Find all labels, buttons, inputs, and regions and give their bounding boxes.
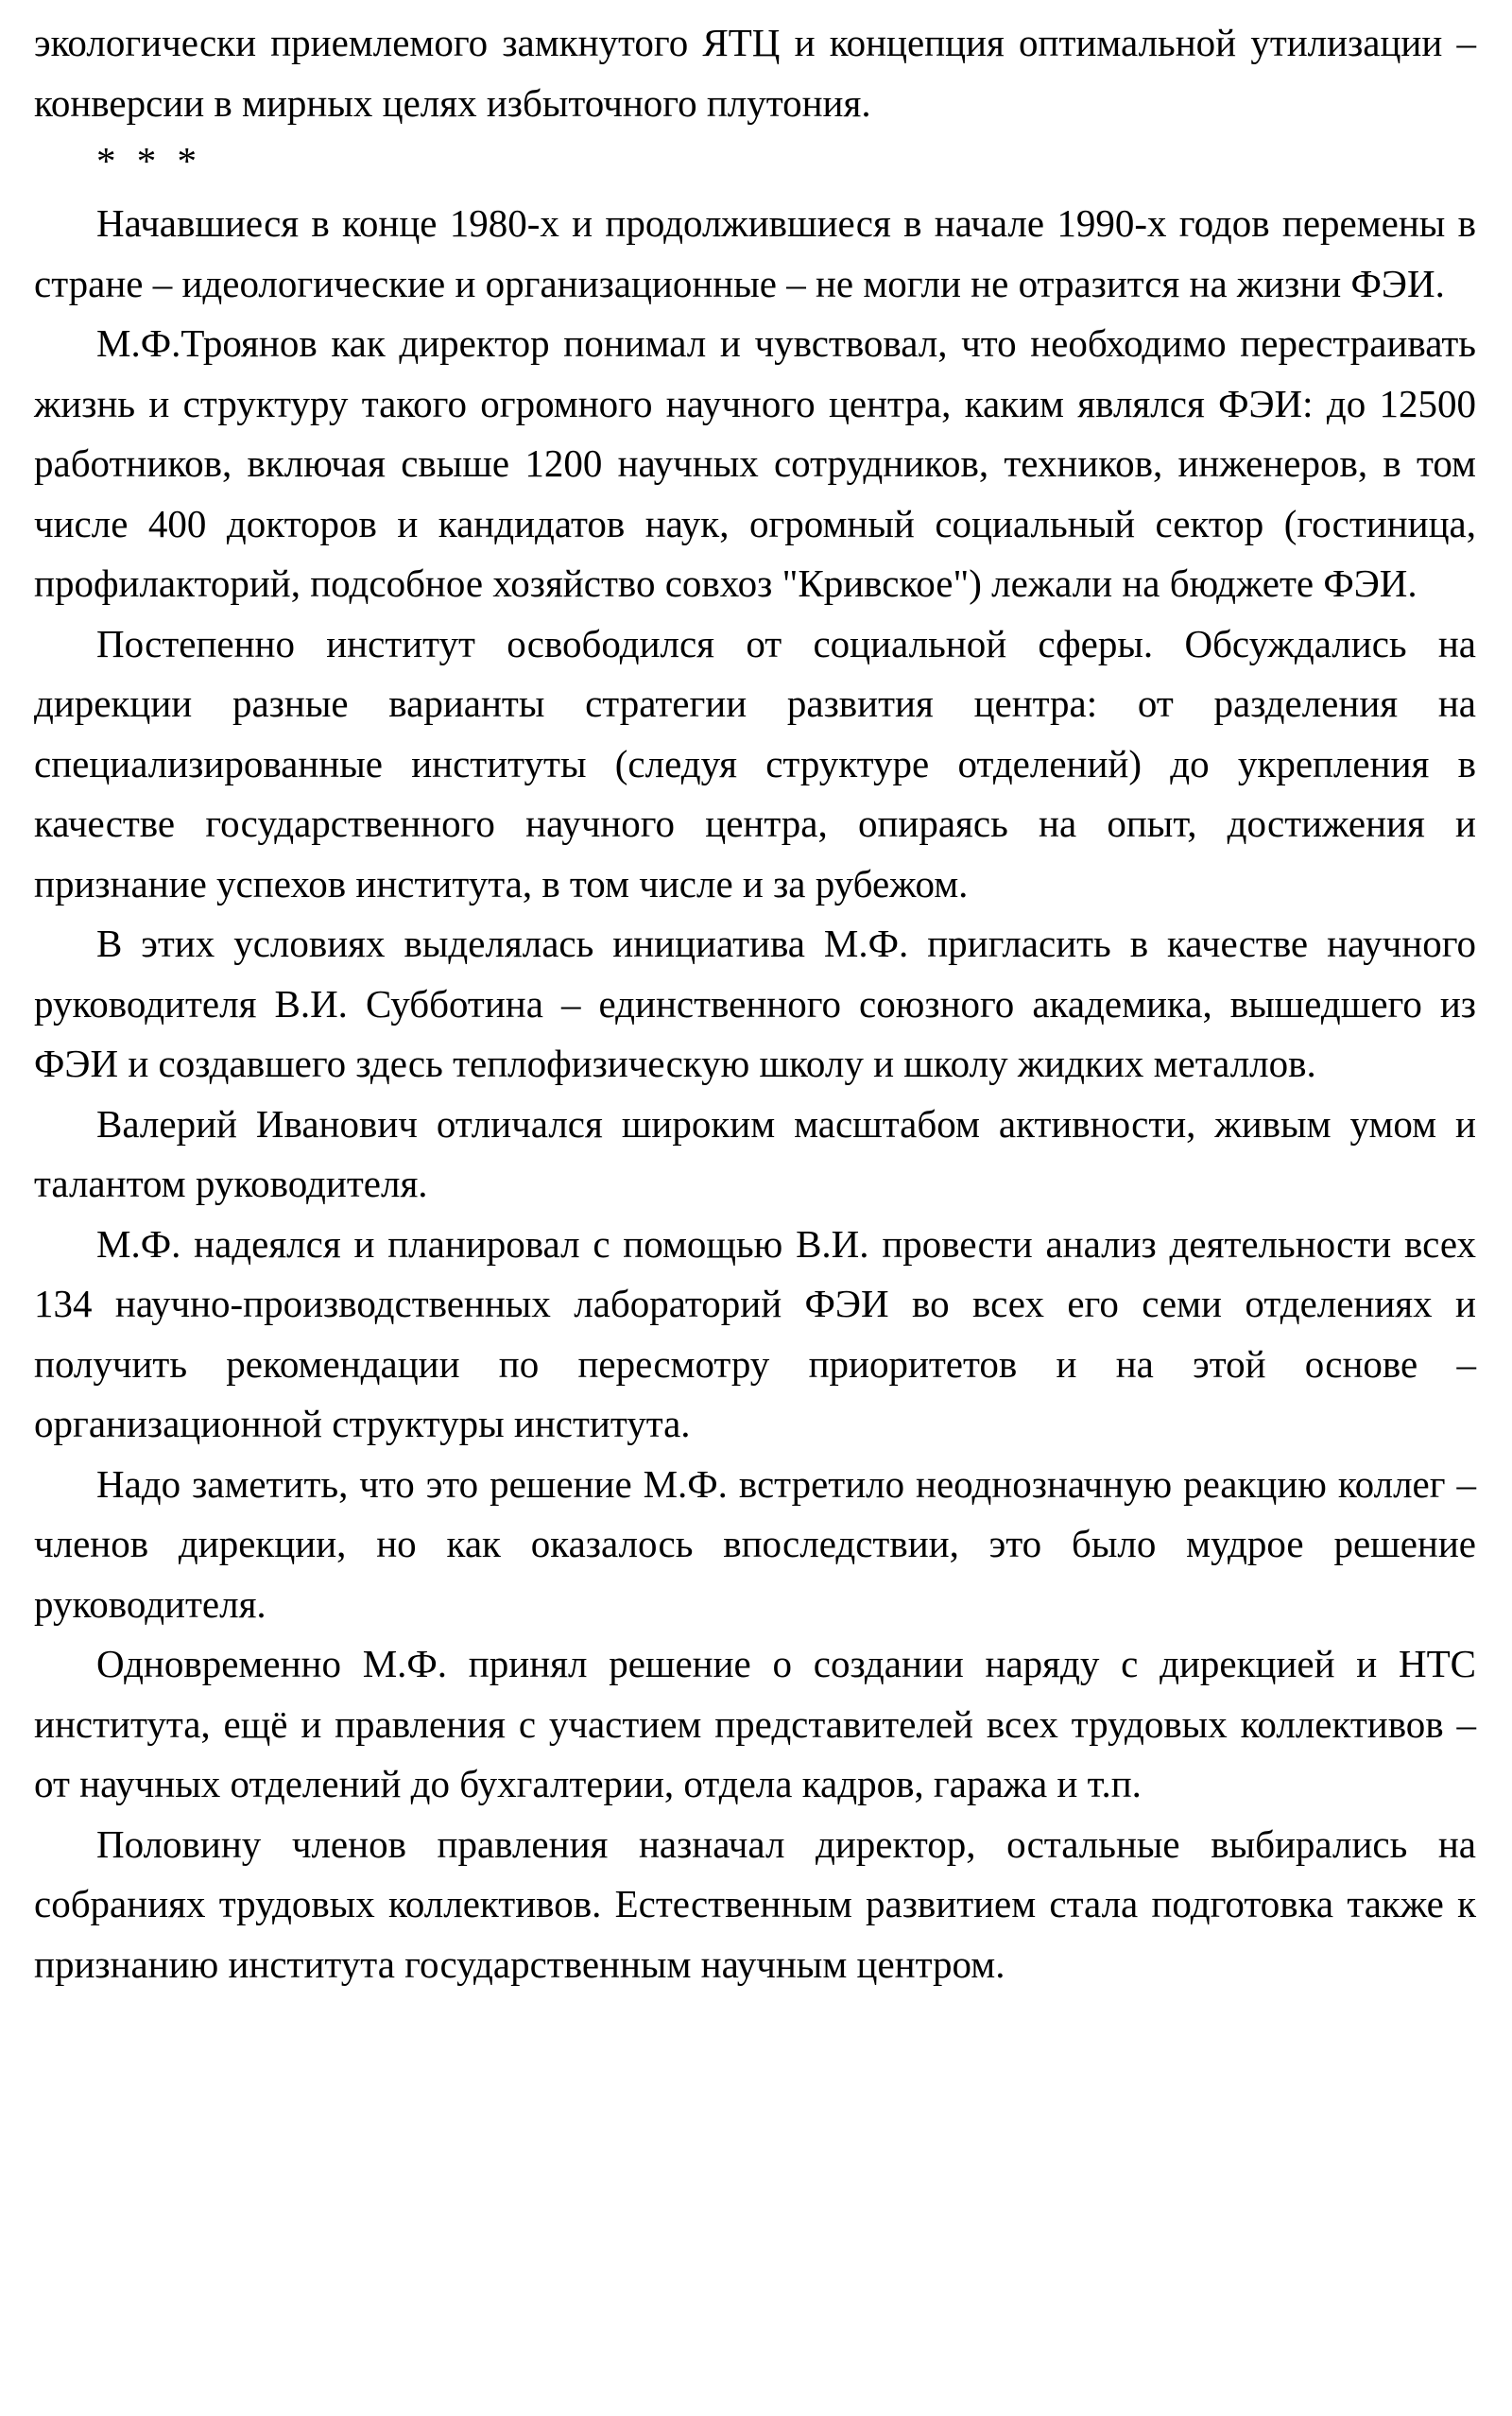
paragraph: Валерий Иванович отличался широким масштабом активности, живым умом и талантом руководителя. <box>34 1101 1476 1205</box>
document-page <box>34 13 1476 1994</box>
paragraph: Начавшиеся в конце 1980-х и продолжившиеся в начале 1990-х годов перемены в стране – идеологические и организационные – не могли не отразится на жизни ФЭИ. <box>34 201 1476 305</box>
paragraph: Постепенно институт освободился от социальной сферы. Обсуждались на дирекции разные варианты стратегии развития центра: от разделения на специализированные институты (следуя структуре отделений) до укрепления в качестве государственного научного центра, опираясь на опыт, достижения и признание успехов института, в том числе и за рубежом. <box>34 621 1476 906</box>
paragraph: Надо заметить, что это решение М.Ф. встретило неоднозначную реакцию коллег – членов дирекции, но как оказалось впоследствии, это было мудрое решение руководителя. <box>34 1461 1476 1626</box>
paragraph: М.Ф.Троянов как директор понимал и чувствовал, что необходимо перестраивать жизнь и структуру такого огромного научного центра, каким являлся ФЭИ: до 12500 работников, включая свыше 1200 научных сотрудников, техников, инженеров, в том числе 400 докторов и кандидатов наук, огромный социальный сектор (гостиница, профилакторий, подсобное хозяйство совхоз "Кривское") лежали на бюджете ФЭИ. <box>34 321 1476 605</box>
paragraph: Одновременно М.Ф. принял решение о создании наряду с дирекцией и НТС института, ещё и правления с участием представителей всех трудовых коллективов – от научных отделений до бухгалтерии, отдела кадров, гаража и т.п. <box>34 1642 1476 1805</box>
paragraph: М.Ф. надеялся и планировал с помощью В.И. провести анализ деятельности всех 134 научно-производственных лабораторий ФЭИ во всех его семи отделениях и получить рекомендации по пересмотру приоритетов и на этой основе – организационной структуры института. <box>34 1221 1476 1445</box>
opening-fragment: экологически приемлемого замкнутого ЯТЦ и концепция оптимальной утилизации – конверсии в мирных целях избыточного плутония. <box>34 21 1476 125</box>
paragraph: Половину членов правления назначал директор, остальные выбирались на собраниях трудовых коллективов. Естественным развитием стала подготовка также к признанию института государственным научным центром. <box>34 1821 1476 1986</box>
paragraph: В этих условиях выделялась инициатива М.Ф. пригласить в качестве научного руководителя В.И. Субботина – единственного союзного академика, вышедшего из ФЭИ и создавшего здесь теплофизическую школу и школу жидких металлов. <box>34 922 1476 1085</box>
section-separator: * * * <box>96 139 202 182</box>
